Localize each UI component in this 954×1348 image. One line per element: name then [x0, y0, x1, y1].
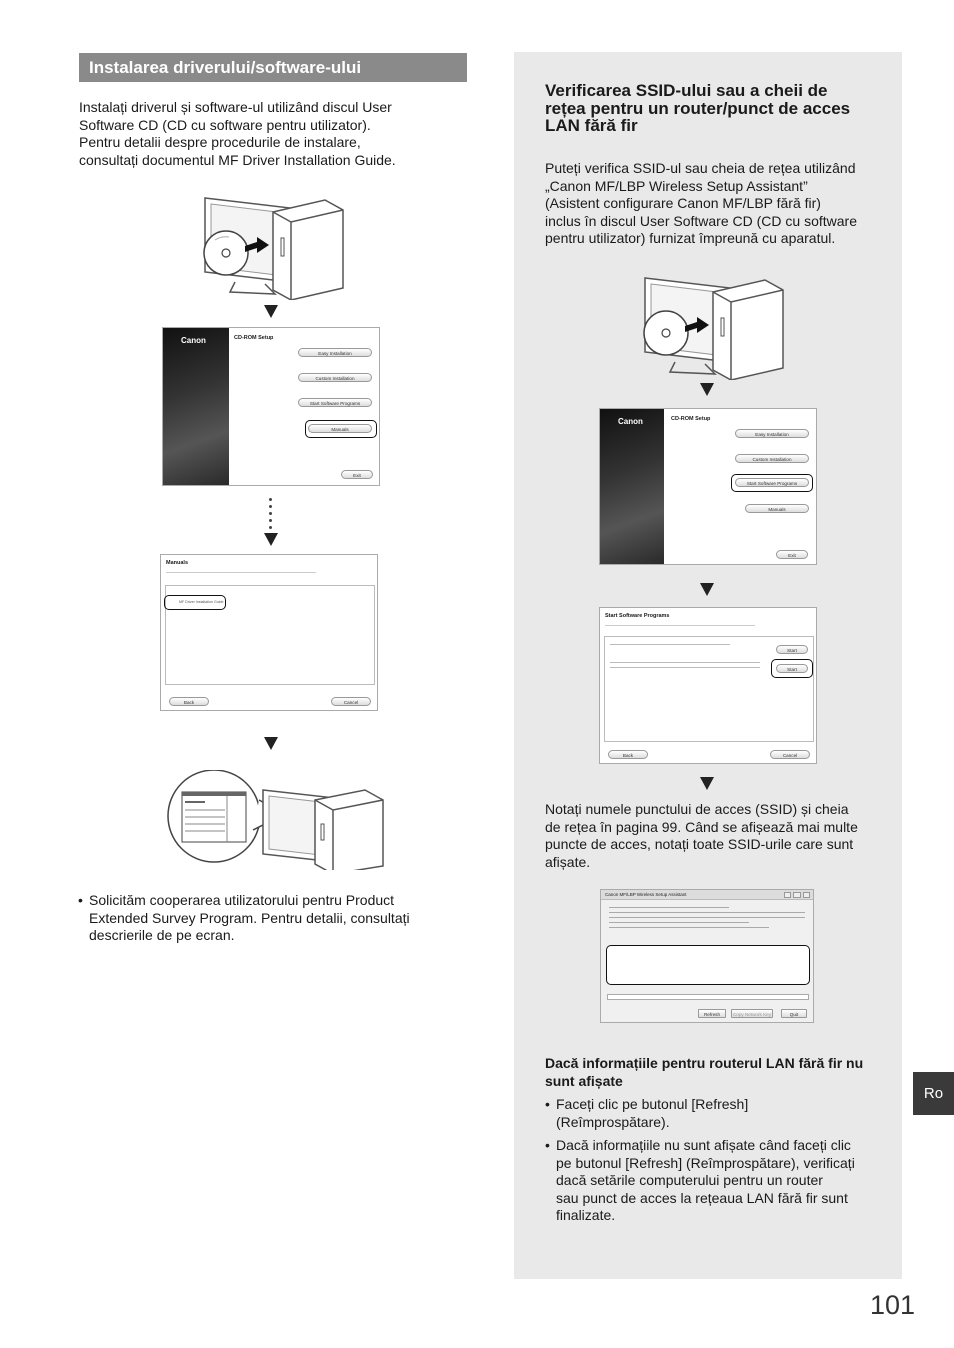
bullet-line: sau punct de acces la rețeaua LAN fără fir sunt — [556, 1189, 848, 1206]
custom-installation-button[interactable]: Custom Installation — [735, 454, 809, 463]
refresh-button[interactable]: Refresh — [698, 1009, 726, 1018]
page-number: 101 — [870, 1290, 916, 1320]
bullet-line: Solicităm cooperarea utilizatorului pentru Product — [89, 892, 395, 908]
note-line: de rețea în pagina 99. Când se afișează mai multe — [545, 818, 858, 835]
quit-button[interactable]: Quit — [781, 1009, 807, 1018]
ssid-intro — [545, 160, 885, 248]
window-controls — [784, 892, 810, 898]
refresh-bullet: • Faceți clic pe butonul [Refresh] (Reîmprospătare). — [556, 1096, 886, 1131]
cdrom-side-banner — [163, 328, 229, 485]
custom-installation-button[interactable]: Custom Installation — [298, 373, 372, 382]
product-survey-bullet: • Solicităm cooperarea utilizatorului pentru Product Extended Survey Program. Pentru detalii, consultați descrierile de pe ecran. — [89, 892, 449, 945]
intro-line: pentru utilizator) furnizat împreună cu aparatul. — [545, 230, 836, 247]
panel-title: Verificarea SSID-ului sau a cheii de rețea pentru un router/punct de acces LAN fără fir — [545, 81, 851, 135]
copy-network-key-button: Copy Network Key — [731, 1009, 773, 1018]
intro-line: Instalați driverul și software-ul utilizând discul User — [79, 99, 392, 115]
highlight-start-software — [731, 474, 813, 492]
start-software-programs-screenshot — [599, 607, 817, 764]
cdrom-setup-screenshot — [162, 327, 380, 486]
start-button-wireless[interactable]: Start — [776, 664, 808, 673]
driver-install-intro — [79, 99, 459, 169]
manuals-screenshot — [160, 554, 378, 711]
close-icon[interactable] — [803, 892, 810, 898]
highlight-mf-guide — [164, 595, 226, 610]
bullet-line: Extended Survey Program. Pentru detalii, consultați — [89, 909, 410, 926]
check-settings-bullet: • Dacă informațiile nu sunt afișate când faceți clic pe butonul [Refresh] (Reîmprospătare), verificați dacă setările computerului pentru un router sau punct de acces la rețeaua LAN fără fir sunt finalizate. — [556, 1137, 886, 1225]
language-tab: Ro — [913, 1072, 954, 1115]
cdrom-title: CD-ROM Setup — [671, 416, 711, 422]
exit-button[interactable]: Exit — [776, 550, 808, 559]
intro-line: inclus în discul User Software CD (CD cu software — [545, 212, 857, 229]
step-arrow-icon — [700, 383, 714, 396]
ssp-title: Start Software Programs — [605, 613, 670, 619]
if-not-displayed-title: Dacă informațiile pentru routerul LAN fără fir nu sunt afișate — [545, 1055, 864, 1089]
mf-driver-guide-item[interactable]: MF Driver Installation Guide — [179, 600, 224, 604]
insert-cd-illustration — [635, 270, 790, 380]
cdrom-side-banner — [600, 409, 664, 564]
step-arrow-icon — [700, 583, 714, 596]
easy-installation-button[interactable]: Easy Installation — [298, 348, 372, 357]
access-point-list[interactable] — [606, 945, 810, 985]
back-button[interactable]: Back — [608, 750, 648, 759]
note-line: Notați numele punctului de acces (SSID) și cheia — [545, 801, 849, 817]
easy-installation-button[interactable]: Easy Installation — [735, 429, 809, 438]
wireless-setup-assistant-screenshot — [600, 889, 814, 1023]
section-title-driver-install: Instalarea driverului/software-ului — [79, 53, 467, 82]
start-software-programs-button[interactable]: Start Software Programs — [735, 478, 809, 487]
horizontal-scrollbar[interactable] — [607, 994, 809, 1000]
guide-on-screen-illustration — [165, 770, 390, 870]
exit-button[interactable]: Exit — [341, 470, 373, 479]
bullet-line: pe butonul [Refresh] (Reîmprospătare), verificați — [556, 1154, 855, 1171]
intro-line: consultați documentul MF Driver Installation Guide. — [79, 151, 396, 168]
intro-line: (Asistent configurare Canon MF/LBP fără fir) — [545, 195, 821, 212]
manuals-title: Manuals — [166, 560, 189, 566]
dotted-connector — [269, 498, 273, 533]
intro-line: „Canon MF/LBP Wireless Setup Assistant” — [545, 177, 808, 194]
maximize-icon[interactable] — [793, 892, 800, 898]
bullet-line: descrierile de pe ecran. — [89, 927, 235, 944]
back-button[interactable]: Back — [169, 697, 209, 706]
minimize-icon[interactable] — [784, 892, 791, 898]
bullet-line: finalizate. — [556, 1207, 616, 1224]
canon-logo: Canon — [618, 417, 643, 426]
intro-line: Pentru detalii despre procedurile de instalare, — [79, 134, 361, 151]
cancel-button[interactable]: Cancel — [770, 750, 810, 759]
bullet-line: (Reîmprospătare). — [556, 1113, 670, 1130]
note-line: afișate. — [545, 853, 591, 870]
highlight-wireless-start — [771, 659, 813, 678]
bullet-line: dacă setările computerului pentru un router — [556, 1172, 823, 1189]
step-arrow-icon — [700, 777, 714, 790]
cdrom-title: CD-ROM Setup — [234, 335, 274, 341]
step-arrow-icon — [264, 533, 278, 546]
cancel-button[interactable]: Cancel — [331, 697, 371, 706]
cdrom-setup-screenshot — [599, 408, 817, 565]
ssid-note — [545, 801, 890, 871]
canon-logo: Canon — [181, 336, 206, 345]
intro-line: Puteți verifica SSID-ul sau cheia de rețea utilizând — [545, 160, 856, 176]
note-line: puncte de acces, notați toate SSID-urile care sunt — [545, 836, 854, 853]
bullet-line: Faceți clic pe butonul [Refresh] — [556, 1096, 749, 1112]
bullet-line: Dacă informațiile nu sunt afișate când faceți clic — [556, 1137, 851, 1153]
wsa-window-title: Canon MF/LBP Wireless Setup Assistant — [605, 892, 687, 897]
manuals-button[interactable]: Manuals — [308, 424, 372, 433]
step-arrow-icon — [264, 305, 278, 318]
highlight-manuals — [305, 420, 377, 438]
start-button-1[interactable]: Start — [776, 645, 808, 654]
insert-cd-illustration — [195, 190, 350, 300]
manuals-button[interactable]: Manuals — [745, 504, 809, 513]
intro-line: Software CD (CD cu software pentru utilizator). — [79, 116, 371, 133]
start-software-programs-button[interactable]: Start Software Programs — [298, 398, 372, 407]
step-arrow-icon — [264, 737, 278, 750]
